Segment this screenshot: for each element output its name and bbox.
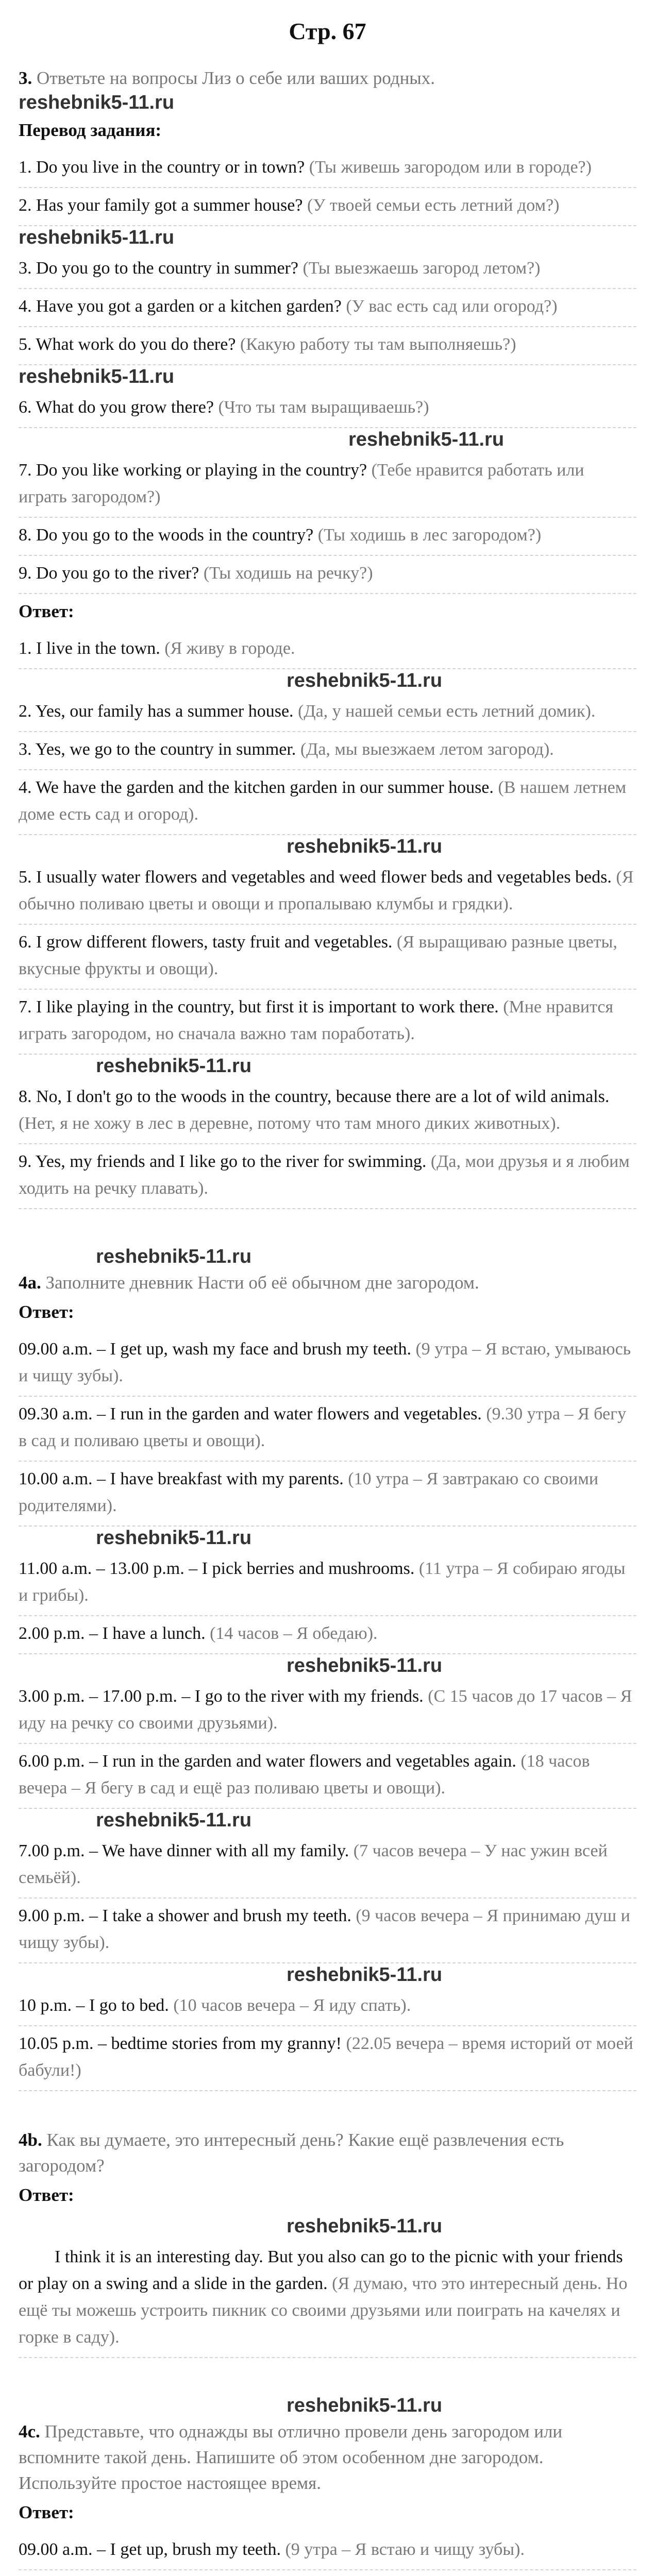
answer-item: [19, 860, 636, 925]
page-title: Стр. 67: [289, 18, 366, 44]
task-prompt: Заполните дневник Насти об её обычном дне загородом.: [45, 1273, 479, 1293]
answer-item-english: 2. Yes, our family has a summer house.: [19, 702, 294, 721]
watermark: reshebnik5-11.ru: [287, 670, 443, 691]
diary-entry: [19, 1397, 636, 1462]
answer-item: [19, 732, 636, 770]
diary-entry-english: 6.00 p.m. – I run in the garden and water flowers and vegetables again.: [19, 1752, 516, 1771]
task-number: 4b.: [19, 2130, 42, 2150]
answer-paragraph: [19, 2240, 636, 2358]
diary-entry-english: 9.00 p.m. – I take a shower and brush my teeth.: [19, 1906, 351, 1925]
diary-entry-english: 7.00 p.m. – We have dinner with all my family.: [19, 1841, 349, 1860]
watermark: reshebnik5-11.ru: [96, 1809, 252, 1831]
diary-entry-english: 09.00 a.m. – I get up, brush my teeth.: [19, 2540, 281, 2559]
answer-item-english: 4. We have the garden and the kitchen garden in our summer house.: [19, 778, 494, 797]
watermark: reshebnik5-11.ru: [287, 1655, 443, 1676]
answer-item: [19, 770, 636, 835]
question-item-russian: (Тебе нравится работать или играть загородом?): [19, 461, 584, 506]
answer-item-russian: (Я выращиваю разные цветы, вкусные фрукты и овощи).: [19, 933, 617, 978]
answer-item-russian: (Нет, я не хожу в лес в деревне, потому что там много диких животных).: [19, 1114, 561, 1133]
answer-label: Ответ:: [19, 2185, 74, 2205]
question-item-english: 7. Do you like working or playing in the country?: [19, 461, 367, 480]
diary-entry: [19, 2026, 636, 2091]
diary-entry-russian: (14 часов – Я обедаю).: [210, 1624, 378, 1643]
diary-entry: [19, 1616, 636, 1654]
answer-item-russian: (В нашем летнем доме есть сад и огород).: [19, 778, 627, 824]
task-4c-heading: [19, 2419, 636, 2496]
diary-entry: [19, 1834, 636, 1899]
answer-item-russian: (Да, у нашей семьи есть летний домик).: [298, 702, 596, 721]
answer-item: [19, 694, 636, 732]
task-4b-heading: [19, 2127, 636, 2179]
task-3-heading: [19, 65, 636, 91]
answer-item-russian: (Да, мои друзья и я любим ходить на речку плавать).: [19, 1152, 630, 1198]
task-4c-section: [19, 2394, 636, 2576]
question-item-english: 9. Do you go to the river?: [19, 564, 199, 583]
question-item-english: 3. Do you go to the country in summer?: [19, 259, 298, 278]
watermark: reshebnik5-11.ru: [19, 92, 175, 113]
diary-entry-english: 10.00 a.m. – I have breakfast with my parents.: [19, 1469, 344, 1488]
diary-entry-russian: (11 утра – Я собираю ягоды и грибы).: [19, 1559, 626, 1605]
question-item-english: 2. Has your family got a summer house?: [19, 196, 303, 215]
diary-entry: [19, 1679, 636, 1744]
question-list: [19, 150, 636, 594]
diary-entry-english: 10.05 p.m. – bedtime stories from my granny!: [19, 2034, 342, 2053]
task-4b-section: [19, 2127, 636, 2358]
answer-item-english: 5. I usually water flowers and vegetables and weed flower beds and vegetables beds.: [19, 868, 612, 887]
diary-entry-russian: (18 часов вечера – Я бегу в сад и ещё раз поливаю цветы и овощи).: [19, 1752, 590, 1798]
answer-list: [19, 631, 636, 1209]
answer-item-russian: (Я обычно поливаю цветы и овощи и пропалываю клумбы и грядки).: [19, 868, 634, 913]
answer-item-english: 9. Yes, my friends and I like go to the river for swimming.: [19, 1152, 427, 1171]
diary-entry: [19, 1988, 636, 2026]
diary-entry-russian: (9 утра – Я встаю и чищу зубы).: [285, 2540, 525, 2559]
task-number: 4c.: [19, 2421, 40, 2442]
diary-entry-english: 3.00 p.m. – 17.00 p.m. – I go to the river with my friends.: [19, 1687, 424, 1706]
question-item-russian: (Ты ходишь на речку?): [203, 564, 373, 583]
task-number: 3.: [19, 68, 32, 88]
question-item-russian: (У вас есть сад или огород?): [346, 297, 558, 316]
question-item-english: 8. Do you go to the woods in the country?: [19, 526, 314, 545]
question-item: [19, 390, 636, 428]
diary-entry: [19, 1899, 636, 1963]
answer-item-russian: (Да, мы выезжаем летом загород).: [300, 740, 554, 759]
watermark: reshebnik5-11.ru: [287, 2395, 443, 2416]
question-item-russian: (Ты выезжаешь загород летом?): [303, 259, 541, 278]
question-item-english: 4. Have you got a garden or a kitchen garden?: [19, 297, 342, 316]
question-item-english: 1. Do you live in the country or in town?: [19, 158, 305, 177]
answer-label: Ответ:: [19, 2502, 74, 2522]
watermark: reshebnik5-11.ru: [19, 227, 175, 248]
answer-item: [19, 1144, 636, 1209]
answer-label: Ответ:: [19, 1302, 74, 1322]
task-prompt: Как вы думаете, это интересный день? Какие ещё развлечения есть загородом?: [19, 2130, 564, 2176]
question-item: [19, 150, 636, 188]
diary-entry-russian: (9.30 утра – Я бегу в сад и поливаю цветы и овощи).: [19, 1404, 627, 1450]
answer-item-english: 8. No, I don't go to the woods in the country, because there are a lot of wild animals.: [19, 1087, 610, 1106]
diary-entry-english: 09.00 a.m. – I get up, wash my face and brush my teeth.: [19, 1340, 411, 1359]
task-4a-heading: [19, 1270, 636, 1296]
diary-entry-russian: (10 утра – Я завтракаю со своими родителями).: [19, 1469, 599, 1515]
answer-item-russian: (Я живу в городе.: [164, 639, 295, 658]
watermark: reshebnik5-11.ru: [287, 836, 443, 857]
answer-item-english: 6. I grow different flowers, tasty fruit and vegetables.: [19, 933, 393, 952]
watermark: reshebnik5-11.ru: [19, 366, 175, 387]
question-item: [19, 453, 636, 518]
diary-entry-russian: (10 часов вечера – Я иду спать).: [173, 1996, 411, 2015]
answer-item-english: 7. I like playing in the country, but first it is important to work there.: [19, 997, 499, 1016]
task-3-section: [19, 65, 636, 1209]
diary-entry: [19, 1551, 636, 1616]
diary-entry: [19, 2532, 636, 2570]
question-item-russian: (Что ты там выращиваешь?): [218, 398, 429, 417]
answer-label: Ответ:: [19, 601, 74, 621]
diary-entry: [19, 2570, 636, 2576]
diary-entry-russian: (7 часов вечера – У нас ужин всей семьёй).: [19, 1841, 608, 1887]
question-item-russian: (Ты ходишь в лес загородом?): [317, 526, 542, 545]
watermark: reshebnik5-11.ru: [348, 429, 505, 450]
question-item-english: 6. What do you grow there?: [19, 398, 214, 417]
diary-entry-english: 2.00 p.m. – I have a lunch.: [19, 1624, 206, 1643]
diary-entry: [19, 1332, 636, 1397]
answer-item-english: 3. Yes, we go to the country in summer.: [19, 740, 296, 759]
answer-russian: (Я думаю, что это интересный день. Но ещё ты можешь устроить пикник со своими друзьями или поиграть на качелях и горке в саду).: [19, 2274, 628, 2347]
question-item: [19, 188, 636, 226]
watermark: reshebnik5-11.ru: [96, 1527, 252, 1549]
answer-item-english: 1. I live in the town.: [19, 639, 160, 658]
diary-list: [19, 2532, 636, 2576]
answer-item: [19, 631, 636, 669]
diary-entry-russian: (9 утра – Я встаю, умываюсь и чищу зубы).: [19, 1340, 631, 1385]
diary-entry: [19, 1744, 636, 1809]
task-number: 4a.: [19, 1273, 41, 1293]
question-item-russian: (У твоей семьи есть летний дом?): [307, 196, 560, 215]
question-item-russian: (Ты живешь загородом или в городе?): [309, 158, 592, 177]
answer-item: [19, 990, 636, 1055]
diary-entry-russian: (9 часов вечера – Я принимаю душ и чищу зубы).: [19, 1906, 630, 1952]
question-item: [19, 251, 636, 289]
question-item: [19, 518, 636, 556]
answer-item: [19, 925, 636, 990]
diary-entry-russian: (22.05 вечера – время историй от моей бабули!): [19, 2034, 633, 2080]
answer-item: [19, 1079, 636, 1144]
question-item-russian: (Какую работу ты там выполняешь?): [240, 335, 516, 354]
diary-entry: [19, 1462, 636, 1527]
task-prompt: Представьте, что однажды вы отлично провели день загородом или вспомните такой день. Напишите об этом особенном дне загородом. Используйте простое настоящее время.: [19, 2421, 563, 2493]
question-item: [19, 556, 636, 594]
task-4a-section: [19, 1245, 636, 2091]
answer-item-russian: (Мне нравится играть загородом, но сначала важно там поработать).: [19, 997, 614, 1043]
translation-label: Перевод задания:: [19, 120, 162, 140]
diary-entry-russian: (С 15 часов до 17 часов – Я иду на речку со своими друзьями).: [19, 1687, 632, 1733]
watermark: reshebnik5-11.ru: [96, 1055, 252, 1077]
task-prompt: Ответьте на вопросы Лиз о себе или ваших родных.: [37, 68, 435, 88]
watermark: reshebnik5-11.ru: [287, 1964, 443, 1986]
diary-list: [19, 1332, 636, 2091]
diary-entry-english: 10 p.m. – I go to bed.: [19, 1996, 169, 2015]
watermark: reshebnik5-11.ru: [96, 1246, 252, 1267]
diary-entry-english: 11.00 a.m. – 13.00 p.m. – I pick berries and mushrooms.: [19, 1559, 415, 1578]
answer-english: I think it is an interesting day. But you also can go to the picnic with your friends or play on a swing and a slide in the garden.: [19, 2247, 623, 2293]
diary-entry-english: 09.30 a.m. – I run in the garden and water flowers and vegetables.: [19, 1404, 482, 1423]
question-item-english: 5. What work do you do there?: [19, 335, 236, 354]
question-item: [19, 289, 636, 327]
watermark: reshebnik5-11.ru: [287, 2215, 443, 2237]
question-item: [19, 327, 636, 365]
